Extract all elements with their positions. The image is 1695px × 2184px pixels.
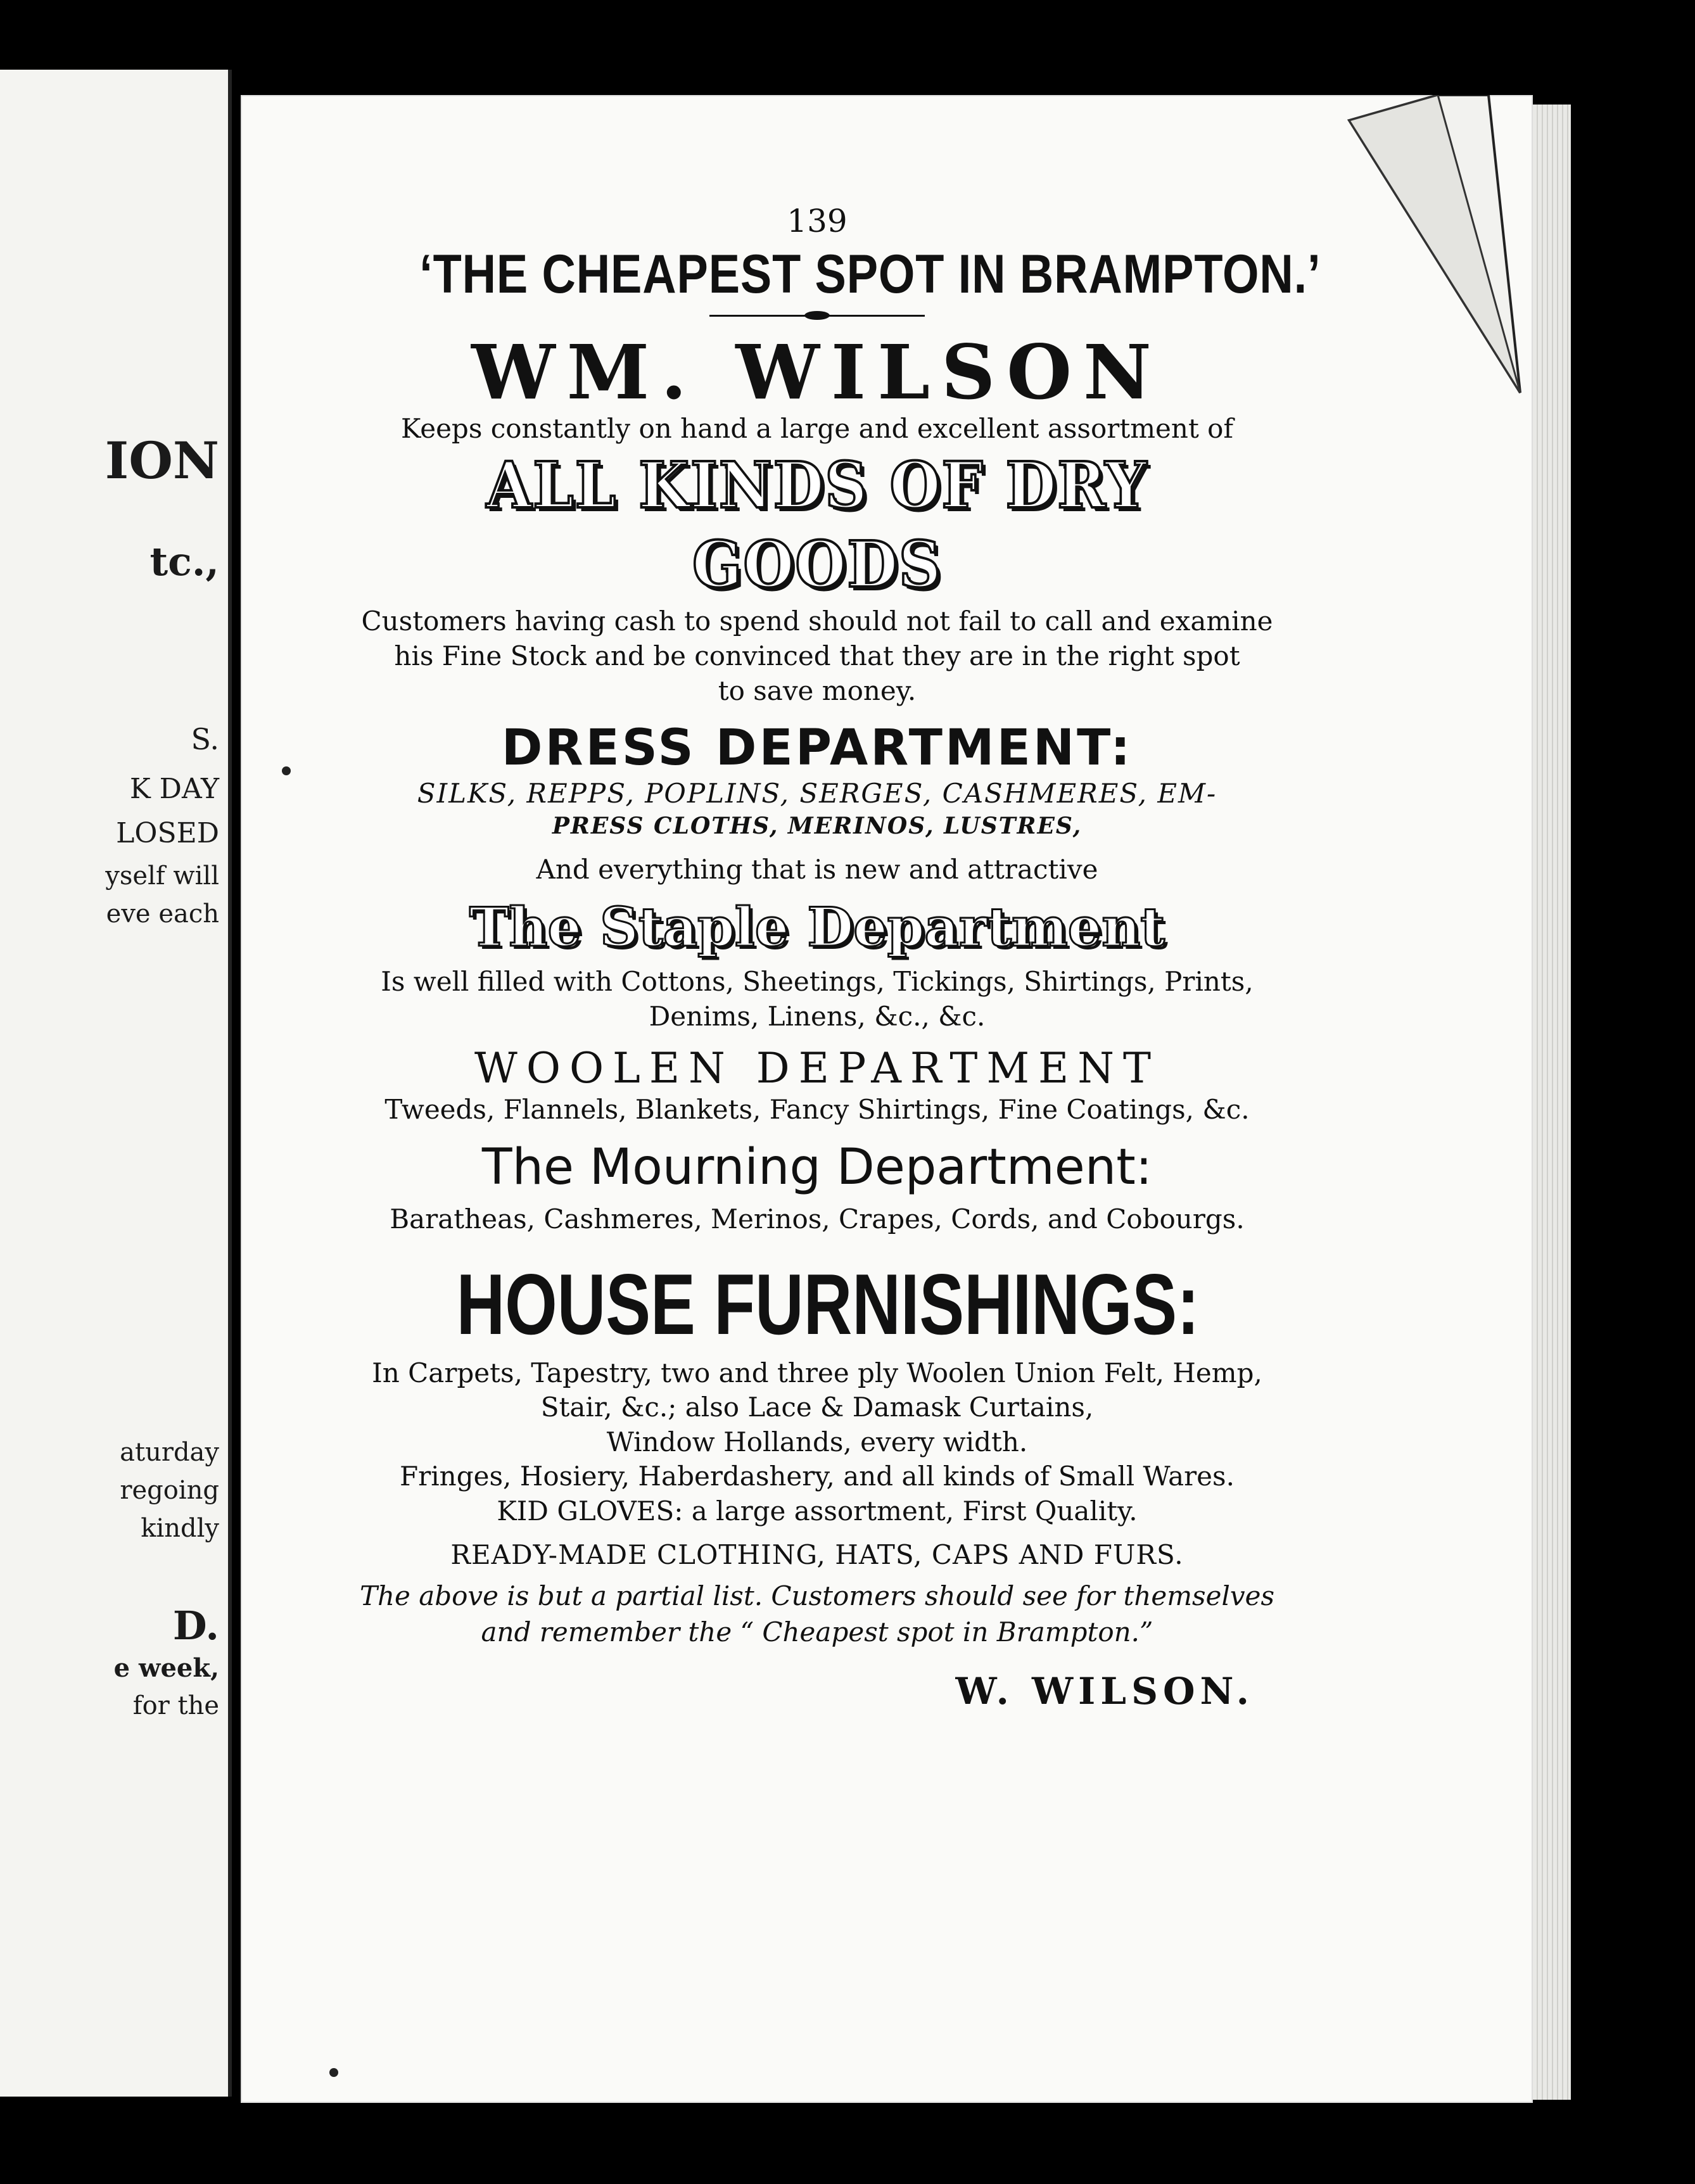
left-line: e week, [113,1653,219,1683]
signature: W. WILSON. [955,1669,1254,1713]
house-line: KID GLOVES: a large assortment, First Quality. [497,1495,1138,1527]
left-line: K DAY [129,773,219,805]
staple-line: Denims, Linens, &c., &c. [649,1000,986,1032]
left-line: tc., [149,538,219,585]
customers-line: to save money. [718,675,917,706]
woolen-line: Tweeds, Flannels, Blankets, Fancy Shirtings, Fine Coatings, &c. [384,1094,1250,1126]
house-line: Window Hollands, every width. [606,1426,1028,1457]
house-furnishings-heading: HOUSE FURNISHINGS: [456,1255,1200,1352]
left-line: LOSED [116,817,219,849]
merchant-name: WM. WILSON [471,328,1163,416]
left-line: eve each [106,899,219,929]
customers-line: his Fine Stock and be convinced that they are in the right spot [394,640,1240,672]
dress-department-heading: DRESS DEPARTMENT: [501,720,1133,777]
left-line: S. [191,722,219,756]
left-line: ION [105,431,219,490]
closing-line: The above is but a partial list. Customers should see for themselves [359,1580,1275,1612]
left-line: D. [172,1603,219,1649]
closing-line: and remember the “ Cheapest spot in Brampton.” [481,1616,1153,1648]
left-line: aturday [120,1438,219,1467]
mourning-line: Baratheas, Cashmeres, Merinos, Crapes, Cords, and Cobourgs. [390,1203,1245,1235]
mourning-department-heading: The Mourning Department: [481,1139,1153,1197]
speck-mark [329,2068,338,2077]
woolen-department-heading: WOOLEN DEPARTMENT [474,1044,1160,1093]
staple-line: Is well filled with Cottons, Sheetings, Tickings, Shirtings, Prints, [381,966,1254,998]
folded-corner-icon [1343,95,1533,412]
dry-goods-heading: ALL KINDS OF DRY GOODS [486,448,1148,602]
house-line: In Carpets, Tapestry, two and three ply Woolen Union Felt, Hemp, [372,1357,1262,1388]
intro-line: Keeps constantly on hand a large and excellent assortment of [400,412,1234,444]
speck-mark [282,766,291,775]
house-line: Stair, &c.; also Lace & Damask Curtains, [540,1392,1094,1423]
left-line: for the [132,1691,219,1720]
left-line: regoing [120,1476,219,1505]
page-edge-strips [1533,105,1571,2100]
customers-line: Customers having cash to spend should not fail to call and examine [361,606,1273,637]
staple-department-heading: The Staple Department [469,896,1165,959]
house-line: Fringes, Hosiery, Haberdashery, and all kinds of Small Wares. [400,1461,1235,1492]
ornamental-rule [709,315,925,317]
left-facing-page [0,70,232,2097]
left-line: kindly [141,1514,219,1543]
ready-made-line: READY-MADE CLOTHING, HATS, CAPS AND FURS. [450,1539,1184,1570]
left-line: yself will [105,861,219,891]
dress-items-line: PRESS CLOTHS, MERINOS, LUSTRES, [552,812,1082,839]
page-number: 139 [787,203,848,239]
dress-note: And everything that is new and attractive [536,853,1098,885]
advertisement [355,203,1321,1713]
dress-items-line: SILKS, REPPS, POPLINS, SERGES, CASHMERES, EM- [417,778,1217,809]
headline: ‘THE CHEAPEST SPOT IN BRAMPTON.’ [419,244,1321,305]
